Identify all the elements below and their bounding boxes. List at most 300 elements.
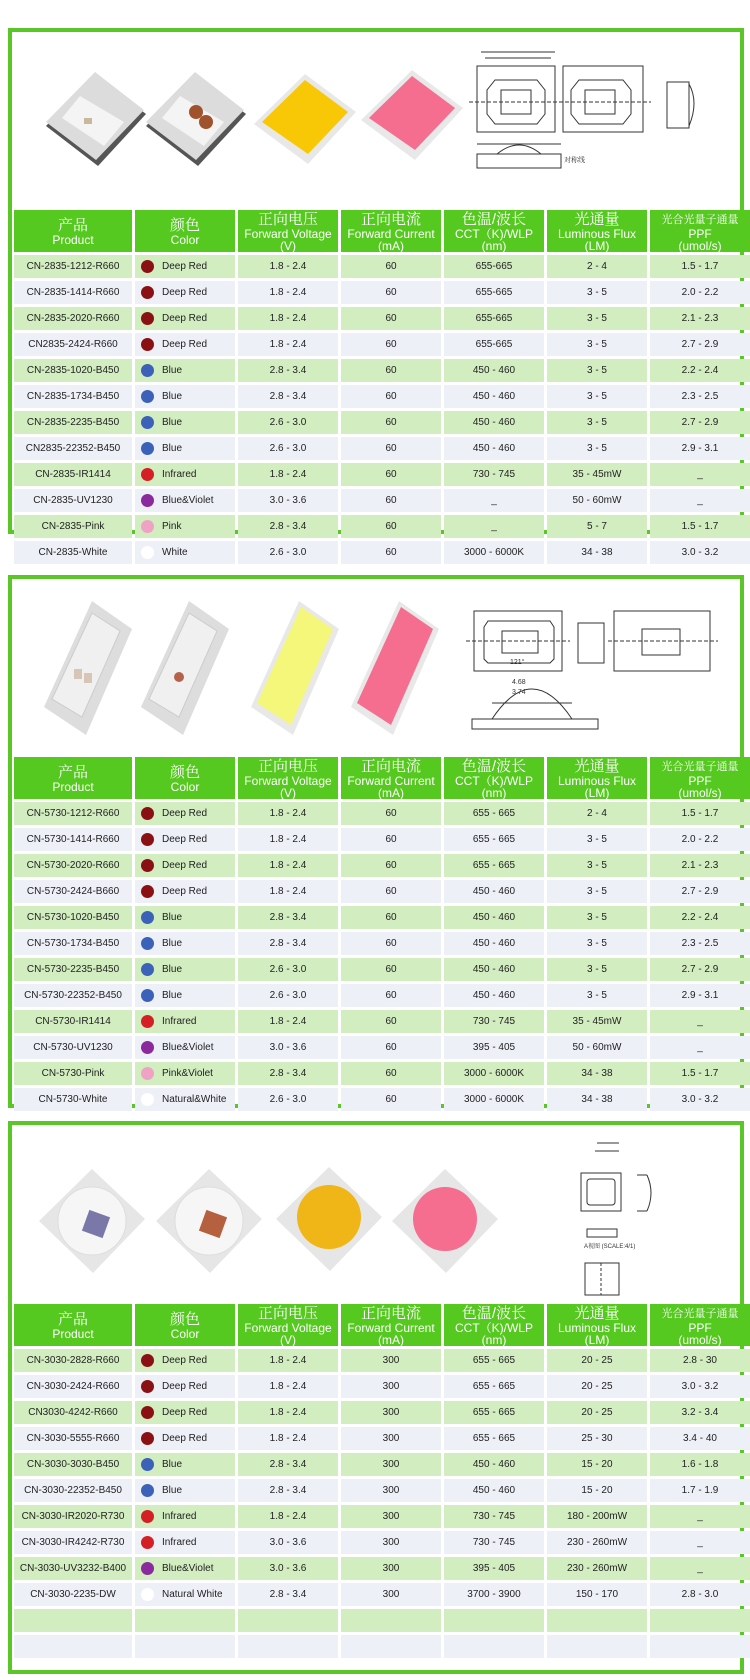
cell-forward-voltage: 1.8 - 2.4 [238, 1505, 338, 1528]
cell-forward-voltage: 2.8 - 3.4 [238, 1062, 338, 1085]
color-swatch-icon [141, 520, 154, 533]
spec-table-5730 [11, 754, 750, 1114]
cell-forward-voltage: 1.8 - 2.4 [238, 1401, 338, 1424]
cell-luminous-flux: 3 - 5 [547, 854, 647, 877]
led-chip-image-3030-pink [390, 1167, 500, 1277]
cell-forward-voltage: 1.8 - 2.4 [238, 1349, 338, 1372]
cell-cct-wavelength: 730 - 745 [444, 1531, 544, 1554]
spec-table-2835 [11, 207, 750, 567]
color-label: Pink [162, 521, 182, 532]
cell-forward-current: 60 [341, 854, 441, 877]
cell-product: CN-2835-1212-R660 [14, 255, 132, 278]
cell-color [135, 1609, 235, 1632]
color-swatch-icon [141, 494, 154, 507]
table-row [14, 1401, 750, 1424]
spec-panel-5730 [8, 575, 744, 1108]
cell-cct-wavelength: 450 - 460 [444, 385, 544, 408]
cell-product: CN2835-2424-R660 [14, 333, 132, 356]
table-row [14, 1583, 750, 1606]
header-product: 产品 Product [14, 757, 132, 799]
cell-cct-wavelength: 655 - 665 [444, 1349, 544, 1372]
cell-color [135, 1427, 235, 1450]
led-chip-image-pink [357, 68, 467, 168]
cell-color [135, 828, 235, 851]
cell-product [14, 1609, 132, 1632]
cell-forward-voltage: 2.6 - 3.0 [238, 411, 338, 434]
cell-forward-current: 60 [341, 1010, 441, 1033]
cell-forward-voltage: 1.8 - 2.4 [238, 828, 338, 851]
header-forward-voltage: 正向电压 Forward Voltage (V) [238, 1304, 338, 1346]
color-label: Blue [162, 912, 183, 923]
table-row [14, 1036, 750, 1059]
dimension-diagram-3030 [567, 1133, 707, 1298]
cell-forward-current: 300 [341, 1375, 441, 1398]
led-chip-image-red-dual [40, 70, 150, 170]
cell-color [135, 958, 235, 981]
cell-luminous-flux: 35 - 45mW [547, 1010, 647, 1033]
color-swatch-icon [141, 312, 154, 325]
cell-color [135, 1479, 235, 1502]
color-swatch-icon [141, 390, 154, 403]
color-swatch-icon [141, 989, 154, 1002]
cell-forward-current [341, 1635, 441, 1658]
color-label: Infrared [162, 1511, 197, 1522]
cell-cct-wavelength: 655-665 [444, 255, 544, 278]
cell-ppf: 3.0 - 3.2 [650, 541, 750, 564]
cell-forward-voltage: 1.8 - 2.4 [238, 1427, 338, 1450]
cell-cct-wavelength: 3000 - 6000K [444, 1062, 544, 1085]
color-label: Deep Red [162, 313, 208, 324]
cell-forward-current: 60 [341, 802, 441, 825]
cell-forward-voltage: 2.6 - 3.0 [238, 1088, 338, 1111]
color-label: Deep Red [162, 261, 208, 272]
cell-color [135, 1635, 235, 1658]
header-forward-voltage: 正向电压 Forward Voltage (V) [238, 757, 338, 799]
cell-product: CN-5730-2020-R660 [14, 854, 132, 877]
color-swatch-icon [141, 468, 154, 481]
cell-forward-voltage: 2.8 - 3.4 [238, 1479, 338, 1502]
cell-ppf: _ [650, 1505, 750, 1528]
color-swatch-icon [141, 1588, 154, 1601]
cell-forward-current: 60 [341, 411, 441, 434]
cell-cct-wavelength [444, 1609, 544, 1632]
cell-cct-wavelength: 450 - 460 [444, 1453, 544, 1476]
header-forward-current: 正向电流 Forward Current (mA) [341, 1304, 441, 1346]
cell-forward-current: 300 [341, 1557, 441, 1580]
cell-cct-wavelength: 450 - 460 [444, 984, 544, 1007]
table-row [14, 1557, 750, 1580]
cell-forward-current: 300 [341, 1583, 441, 1606]
cell-product: CN-3030-IR2020-R730 [14, 1505, 132, 1528]
cell-color [135, 1557, 235, 1580]
cell-luminous-flux: 20 - 25 [547, 1375, 647, 1398]
table-header-row [14, 1304, 750, 1346]
table-row [14, 1349, 750, 1372]
table-row [14, 541, 750, 564]
cell-luminous-flux: 3 - 5 [547, 906, 647, 929]
table-row [14, 880, 750, 903]
table-row [14, 1635, 750, 1658]
cell-product: CN2835-22352-B450 [14, 437, 132, 460]
color-swatch-icon [141, 1041, 154, 1054]
cell-forward-voltage: 2.8 - 3.4 [238, 385, 338, 408]
color-swatch-icon [141, 364, 154, 377]
cell-ppf: 2.7 - 2.9 [650, 958, 750, 981]
cell-product: CN-5730-1414-R660 [14, 828, 132, 851]
table-row [14, 489, 750, 512]
led-chip-image-3030-yellow [274, 1165, 384, 1275]
cell-product: CN-5730-IR1414 [14, 1010, 132, 1033]
cell-cct-wavelength: 655-665 [444, 333, 544, 356]
cell-product: CN-2835-2020-R660 [14, 307, 132, 330]
cell-luminous-flux: 3 - 5 [547, 281, 647, 304]
cell-product: CN-2835-White [14, 541, 132, 564]
color-label: Deep Red [162, 287, 208, 298]
color-label: Blue [162, 365, 183, 376]
cell-forward-current: 300 [341, 1505, 441, 1528]
cell-ppf: 2.1 - 2.3 [650, 307, 750, 330]
table-row [14, 411, 750, 434]
cell-forward-voltage: 1.8 - 2.4 [238, 880, 338, 903]
cell-cct-wavelength: 3000 - 6000K [444, 1088, 544, 1111]
cell-ppf: 2.7 - 2.9 [650, 333, 750, 356]
cell-luminous-flux: 34 - 38 [547, 541, 647, 564]
color-swatch-icon [141, 911, 154, 924]
cell-forward-voltage: 3.0 - 3.6 [238, 1557, 338, 1580]
cell-ppf: 2.8 - 3.0 [650, 1583, 750, 1606]
cell-color [135, 489, 235, 512]
cell-ppf: 3.2 - 3.4 [650, 1401, 750, 1424]
cell-color [135, 1583, 235, 1606]
cell-product [14, 1635, 132, 1658]
color-label: Deep Red [162, 860, 208, 871]
color-label: Blue [162, 1485, 183, 1496]
cell-product: CN-3030-2424-R660 [14, 1375, 132, 1398]
cell-color [135, 255, 235, 278]
cell-forward-voltage: 2.8 - 3.4 [238, 1453, 338, 1476]
cell-forward-voltage: 1.8 - 2.4 [238, 255, 338, 278]
color-label: Pink&Violet [162, 1068, 213, 1079]
led-chip-image-5730-pink [337, 599, 447, 739]
color-swatch-icon [141, 416, 154, 429]
color-swatch-icon [141, 833, 154, 846]
cell-ppf: _ [650, 1557, 750, 1580]
cell-luminous-flux: 5 - 7 [547, 515, 647, 538]
led-chip-image-red-double [140, 70, 250, 170]
table-row [14, 932, 750, 955]
led-chip-image-3030-red [154, 1167, 264, 1277]
table-row [14, 1010, 750, 1033]
cell-product: CN-5730-White [14, 1088, 132, 1111]
cell-cct-wavelength: _ [444, 515, 544, 538]
cell-color [135, 1062, 235, 1085]
cell-forward-current: 60 [341, 958, 441, 981]
cell-color [135, 463, 235, 486]
cell-luminous-flux: 3 - 5 [547, 385, 647, 408]
cell-ppf [650, 1635, 750, 1658]
cell-color [135, 541, 235, 564]
table-row [14, 1062, 750, 1085]
cell-cct-wavelength: 3700 - 3900 [444, 1583, 544, 1606]
table-header-row [14, 757, 750, 799]
cell-product: CN-2835-1020-B450 [14, 359, 132, 382]
cell-forward-voltage: 1.8 - 2.4 [238, 802, 338, 825]
cell-luminous-flux: 20 - 25 [547, 1401, 647, 1424]
led-chip-image-yellow [250, 72, 360, 172]
cell-forward-current: 60 [341, 333, 441, 356]
cell-color [135, 1505, 235, 1528]
cell-luminous-flux: 2 - 4 [547, 802, 647, 825]
cell-ppf: 2.2 - 2.4 [650, 359, 750, 382]
cell-luminous-flux: 3 - 5 [547, 307, 647, 330]
cell-forward-voltage: 2.8 - 3.4 [238, 359, 338, 382]
cell-forward-voltage: 1.8 - 2.4 [238, 333, 338, 356]
color-swatch-icon [141, 807, 154, 820]
color-swatch-icon [141, 859, 154, 872]
led-chip-image-5730-white [237, 599, 347, 739]
table-row [14, 359, 750, 382]
cell-luminous-flux: 180 - 200mW [547, 1505, 647, 1528]
diagram-label-inner-width: 3.74 [512, 689, 526, 696]
cell-product: CN-5730-1734-B450 [14, 932, 132, 955]
dimension-diagram-2835 [467, 44, 717, 194]
cell-forward-current: 60 [341, 359, 441, 382]
cell-forward-voltage: 2.6 - 3.0 [238, 958, 338, 981]
color-swatch-icon [141, 286, 154, 299]
header-color: 颜色 Color [135, 1304, 235, 1346]
cell-luminous-flux: 15 - 20 [547, 1479, 647, 1502]
cell-color [135, 1375, 235, 1398]
header-product: 产品 Product [14, 1304, 132, 1346]
cell-color [135, 1401, 235, 1424]
cell-color [135, 984, 235, 1007]
led-chip-image-3030-blue [37, 1167, 147, 1277]
cell-luminous-flux: 3 - 5 [547, 333, 647, 356]
product-image-area-5730 [12, 579, 740, 754]
spec-table-3030 [11, 1301, 750, 1661]
cell-cct-wavelength: 655 - 665 [444, 802, 544, 825]
cell-product: CN-5730-2235-B450 [14, 958, 132, 981]
cell-luminous-flux: 3 - 5 [547, 984, 647, 1007]
cell-forward-voltage: 2.8 - 3.4 [238, 932, 338, 955]
table-header-row [14, 210, 750, 252]
cell-luminous-flux: 2 - 4 [547, 255, 647, 278]
cell-forward-current: 60 [341, 307, 441, 330]
cell-luminous-flux: 230 - 260mW [547, 1557, 647, 1580]
color-label: Blue [162, 443, 183, 454]
diagram-label-symmetry-line: 对称线 [564, 157, 585, 164]
cell-product: CN-5730-1020-B450 [14, 906, 132, 929]
cell-luminous-flux: 3 - 5 [547, 880, 647, 903]
header-ppf: 光合光量子通量 PPF (umol/s) [650, 1304, 750, 1346]
color-label: Deep Red [162, 834, 208, 845]
cell-luminous-flux: 50 - 60mW [547, 489, 647, 512]
cell-forward-current: 300 [341, 1479, 441, 1502]
table-row [14, 255, 750, 278]
cell-ppf: 2.7 - 2.9 [650, 411, 750, 434]
cell-color [135, 1010, 235, 1033]
cell-forward-voltage: 1.8 - 2.4 [238, 463, 338, 486]
cell-forward-voltage: 1.8 - 2.4 [238, 854, 338, 877]
color-swatch-icon [141, 260, 154, 273]
cell-ppf: 2.1 - 2.3 [650, 854, 750, 877]
table-row [14, 515, 750, 538]
cell-color [135, 281, 235, 304]
cell-luminous-flux: 230 - 260mW [547, 1531, 647, 1554]
cell-forward-current: 300 [341, 1427, 441, 1450]
cell-forward-current [341, 1609, 441, 1632]
cell-luminous-flux: 50 - 60mW [547, 1036, 647, 1059]
table-row [14, 906, 750, 929]
cell-cct-wavelength: 655-665 [444, 281, 544, 304]
table-row [14, 1427, 750, 1450]
cell-product: CN-2835-1414-R660 [14, 281, 132, 304]
color-label: Blue [162, 938, 183, 949]
cell-forward-current: 60 [341, 880, 441, 903]
cell-ppf: 2.3 - 2.5 [650, 932, 750, 955]
cell-cct-wavelength: 655 - 665 [444, 854, 544, 877]
cell-cct-wavelength: 450 - 460 [444, 880, 544, 903]
cell-ppf: 3.4 - 40 [650, 1427, 750, 1450]
cell-color [135, 437, 235, 460]
cell-forward-current: 60 [341, 437, 441, 460]
cell-forward-current: 60 [341, 1036, 441, 1059]
cell-forward-current: 60 [341, 906, 441, 929]
cell-forward-current: 300 [341, 1349, 441, 1372]
cell-product: CN-3030-3030-B450 [14, 1453, 132, 1476]
cell-forward-voltage: 1.8 - 2.4 [238, 1010, 338, 1033]
cell-luminous-flux: 3 - 5 [547, 958, 647, 981]
cell-product: CN-2835-IR1414 [14, 463, 132, 486]
cell-forward-current: 60 [341, 828, 441, 851]
cell-forward-voltage: 2.8 - 3.4 [238, 1583, 338, 1606]
color-label: Deep Red [162, 886, 208, 897]
cell-product: CN-2835-2235-B450 [14, 411, 132, 434]
cell-forward-voltage: 3.0 - 3.6 [238, 1036, 338, 1059]
color-label: Blue&Violet [162, 495, 214, 506]
cell-forward-voltage: 3.0 - 3.6 [238, 489, 338, 512]
table-row [14, 1453, 750, 1476]
cell-ppf [650, 1609, 750, 1632]
cell-luminous-flux: 34 - 38 [547, 1062, 647, 1085]
diagram-label-view: A视图 (SCALE:4/1) [584, 1244, 636, 1250]
cell-forward-current: 60 [341, 281, 441, 304]
cell-ppf: 2.0 - 2.2 [650, 281, 750, 304]
cell-forward-voltage [238, 1635, 338, 1658]
cell-forward-voltage: 2.6 - 3.0 [238, 541, 338, 564]
cell-product: CN-5730-Pink [14, 1062, 132, 1085]
cell-ppf: _ [650, 1036, 750, 1059]
color-label: Blue [162, 964, 183, 975]
cell-luminous-flux: 3 - 5 [547, 359, 647, 382]
table-row [14, 307, 750, 330]
color-label: Blue [162, 1459, 183, 1470]
cell-color [135, 1036, 235, 1059]
cell-ppf: 1.5 - 1.7 [650, 1062, 750, 1085]
cell-ppf: 2.9 - 3.1 [650, 437, 750, 460]
color-swatch-icon [141, 1354, 154, 1367]
table-row [14, 385, 750, 408]
cell-forward-current: 300 [341, 1531, 441, 1554]
header-ppf: 光合光量子通量 PPF (umol/s) [650, 210, 750, 252]
cell-product: CN-2835-Pink [14, 515, 132, 538]
color-swatch-icon [141, 1067, 154, 1080]
color-swatch-icon [141, 963, 154, 976]
cell-luminous-flux: 3 - 5 [547, 411, 647, 434]
cell-color [135, 307, 235, 330]
color-label: Deep Red [162, 339, 208, 350]
led-chip-image-5730-red-single [127, 599, 237, 739]
color-label: Infrared [162, 1016, 197, 1027]
cell-cct-wavelength: 450 - 460 [444, 1479, 544, 1502]
cell-luminous-flux: 25 - 30 [547, 1427, 647, 1450]
cell-cct-wavelength: 730 - 745 [444, 463, 544, 486]
color-label: Infrared [162, 469, 197, 480]
cell-product: CN-3030-UV3232-B400 [14, 1557, 132, 1580]
color-swatch-icon [141, 1093, 154, 1106]
color-swatch-icon [141, 1432, 154, 1445]
table-row [14, 1479, 750, 1502]
cell-ppf: _ [650, 489, 750, 512]
cell-ppf: 1.5 - 1.7 [650, 515, 750, 538]
header-luminous-flux: 光通量 Luminous Flux (LM) [547, 1304, 647, 1346]
cell-color [135, 854, 235, 877]
color-label: Blue&Violet [162, 1042, 214, 1053]
header-forward-current: 正向电流 Forward Current (mA) [341, 210, 441, 252]
cell-ppf: 1.7 - 1.9 [650, 1479, 750, 1502]
cell-ppf: 1.5 - 1.7 [650, 802, 750, 825]
cell-luminous-flux: 3 - 5 [547, 932, 647, 955]
cell-color [135, 515, 235, 538]
table-row [14, 1609, 750, 1632]
cell-ppf: 2.7 - 2.9 [650, 880, 750, 903]
cell-product: CN3030-4242-R660 [14, 1401, 132, 1424]
color-swatch-icon [141, 1458, 154, 1471]
color-label: Infrared [162, 1537, 197, 1548]
cell-luminous-flux [547, 1609, 647, 1632]
header-cct-wavelength: 色温/波长 CCT（K)/WLP (nm) [444, 1304, 544, 1346]
header-color: 颜色 Color [135, 210, 235, 252]
cell-forward-voltage: 2.6 - 3.0 [238, 984, 338, 1007]
table-row [14, 984, 750, 1007]
cell-forward-voltage [238, 1609, 338, 1632]
header-ppf: 光合光量子通量 PPF (umol/s) [650, 757, 750, 799]
cell-product: CN-5730-22352-B450 [14, 984, 132, 1007]
color-swatch-icon [141, 1015, 154, 1028]
table-row [14, 958, 750, 981]
color-label: Blue [162, 391, 183, 402]
cell-luminous-flux: 34 - 38 [547, 1088, 647, 1111]
led-chip-image-5730-red-dual [30, 599, 140, 739]
header-cct-wavelength: 色温/波长 CCT（K)/WLP (nm) [444, 757, 544, 799]
cell-forward-current: 60 [341, 385, 441, 408]
table-row [14, 1088, 750, 1111]
cell-cct-wavelength: 655-665 [444, 307, 544, 330]
cell-cct-wavelength: 450 - 460 [444, 359, 544, 382]
cell-forward-current: 60 [341, 1088, 441, 1111]
cell-product: CN-3030-22352-B450 [14, 1479, 132, 1502]
cell-product: CN-5730-2424-B660 [14, 880, 132, 903]
diagram-label-width: 4.68 [512, 679, 526, 686]
cell-forward-voltage: 3.0 - 3.6 [238, 1531, 338, 1554]
cell-cct-wavelength: 730 - 745 [444, 1505, 544, 1528]
color-label: Natural&White [162, 1094, 227, 1105]
table-row [14, 828, 750, 851]
cell-product: CN-2835-1734-B450 [14, 385, 132, 408]
cell-color [135, 906, 235, 929]
cell-forward-voltage: 2.8 - 3.4 [238, 515, 338, 538]
color-label: Deep Red [162, 1433, 208, 1444]
